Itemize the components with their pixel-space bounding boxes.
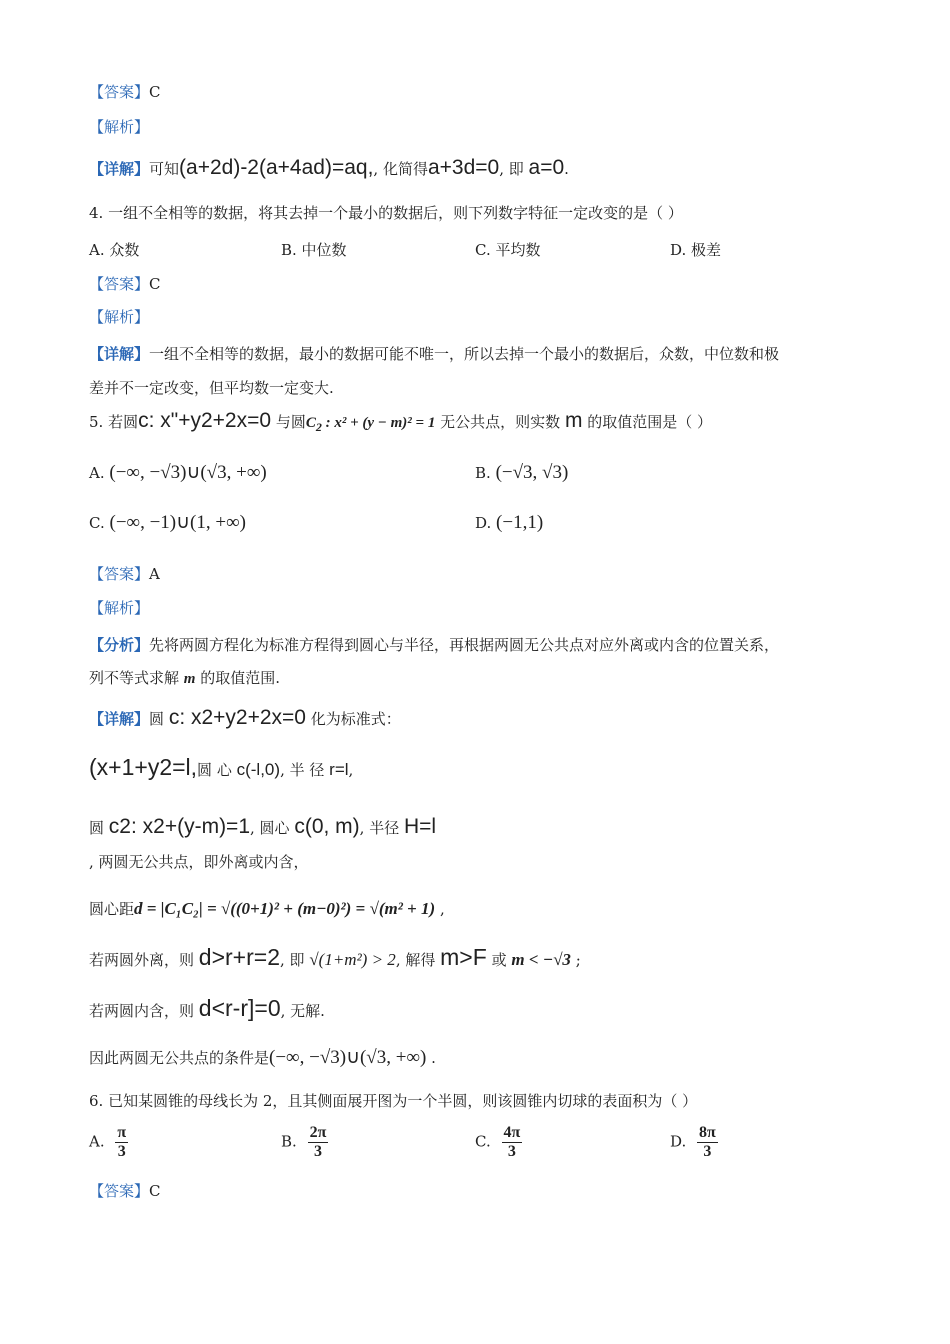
detail-q3: 【详解】可知(a+2d)-2(a+4ad)=aq,, 化简得a+3d=0, 即 a=0. — [89, 156, 569, 179]
analysis-heading-q3: 【解析】 — [89, 118, 150, 136]
q4-option-d: D. 极差 — [670, 241, 722, 259]
analysis-heading-q5: 【解析】 — [89, 599, 150, 617]
q6-option-a: A. $\frac{\pi}{3}$ — [89, 1124, 127, 1160]
detail-q4-line1: 【详解】一组不全相等的数据，最小的数据可能不唯一，所以去掉一个最小的数据后，众数，中位数和极 — [89, 345, 780, 363]
q4-option-a: A. 众数 — [89, 241, 140, 259]
analysis-heading-q4: 【解析】 — [89, 308, 150, 326]
detail-q5-line8: 因此两圆无公共点的条件是(−∞, −√3)∪(√3, +∞) . — [89, 1047, 436, 1068]
answer-tag: 【答案】 — [89, 83, 150, 101]
q6-option-d: D. $\frac{8\pi}{3}$ — [670, 1124, 716, 1160]
q5-option-c: C. (−∞, −1)∪(1, +∞) — [89, 512, 246, 533]
question-5-stem: 5. 若圆c: x"+y2+2x=0 与圆$C_2$ : x² + (y − m)² = 1 无公共点，则实数 m 的取值范围是（ ） — [89, 409, 712, 434]
fraction: $\frac{2\pi}{3}$ — [309, 1124, 327, 1160]
detail-q5-line2: (x+1+y2=l,圆 心 c(-l,0), 半 径 r=l, — [89, 754, 354, 780]
detail-q5-line5: 圆心距d = |C₁C₂| = √((0+1)² + (m−0)²) = √(m² + 1) , — [89, 899, 445, 918]
question-6-stem: 6. 已知某圆锥的母线长为 2，且其侧面展开图为一个半圆，则该圆锥内切球的表面积为（ ） — [89, 1092, 698, 1110]
q5-option-d: D. (−1,1) — [475, 512, 544, 533]
answer-q5: 【答案】A — [89, 565, 160, 583]
detail-q5-line1: 【详解】圆 c: x2+y2+2x=0 化为标准式： — [89, 706, 401, 729]
analysis-q5-line1: 【分析】先将两圆方程化为标准方程得到圆心与半径，再根据两圆无公共点对应外离或内含的位置关系， — [89, 636, 780, 654]
q6-option-b: B. $\frac{2\pi}{3}$ — [281, 1124, 327, 1160]
q5-option-a: A. (−∞, −√3)∪(√3, +∞) — [89, 462, 267, 483]
answer-q6: 【答案】C — [89, 1182, 161, 1200]
q4-option-c: C. 平均数 — [475, 241, 541, 259]
question-4-stem: 4. 一组不全相等的数据，将其去掉一个最小的数据后，则下列数字特征一定改变的是（ ） — [89, 204, 683, 222]
fraction: $\frac{8\pi}{3}$ — [699, 1124, 716, 1160]
q5-option-b: B. (−√3, √3) — [475, 462, 569, 483]
circle-c2-equation: $C_2$ : x² + (y − m)² = 1 — [305, 415, 436, 434]
analysis-q5-line2: 列不等式求解 m 的取值范围. — [89, 669, 281, 687]
fraction: $\frac{4\pi}{3}$ — [503, 1124, 521, 1160]
detail-q5-line6: 若两圆外离，则 d>r+r=2, 即 √(1+m²) > 2, 解得 m>F 或 m < −√3 ; — [89, 944, 581, 970]
detail-q5-line7: 若两圆内含，则 d<r-r]=0, 无解. — [89, 995, 325, 1021]
q6-option-c: C. $\frac{4\pi}{3}$ — [475, 1124, 521, 1160]
q4-option-b: B. 中位数 — [281, 241, 347, 259]
detail-q4-line2: 差并不一定改变，但平均数一定变大. — [89, 379, 334, 397]
fraction: $\frac{\pi}{3}$ — [117, 1124, 127, 1160]
detail-q5-line3: 圆 c2: x2+(y-m)=1, 圆心 c(0, m), 半径 H=l — [89, 815, 437, 838]
detail-q5-line4: , 两圆无公共点，即外离或内含， — [89, 853, 309, 871]
answer-q4: 【答案】C — [89, 275, 161, 293]
answer-value: C — [149, 83, 161, 101]
answer-q3 — [89, 81, 161, 103]
